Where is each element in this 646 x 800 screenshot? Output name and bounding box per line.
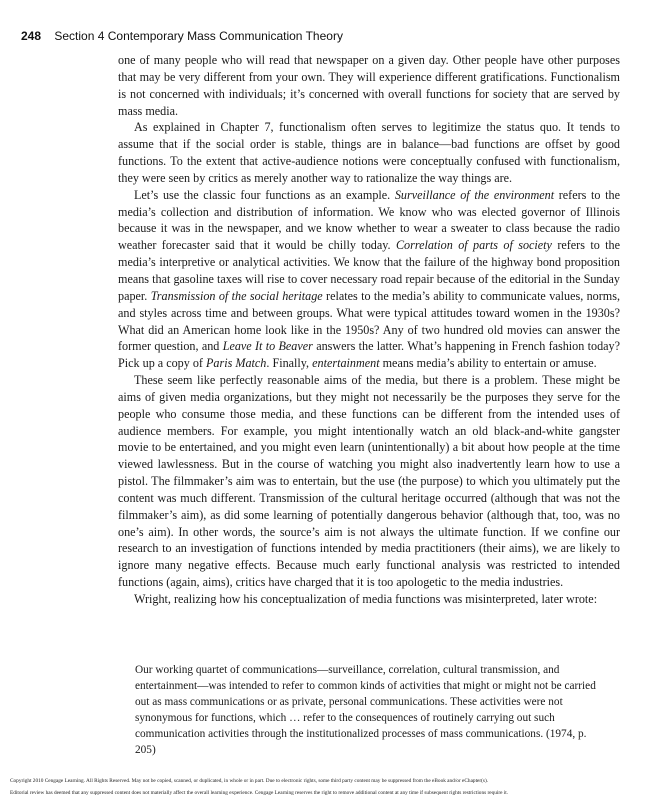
running-head bbox=[21, 29, 343, 43]
page-number: 248 bbox=[21, 29, 42, 43]
paragraph-3-text: means media’s ability to entertain or amuse. bbox=[379, 356, 597, 371]
term-correlation: Correlation of parts of society bbox=[395, 238, 552, 253]
term-surveillance: Surveillance of the environment bbox=[394, 187, 555, 202]
term-entertainment: entertainment bbox=[312, 356, 380, 371]
copyright-line-2: Editorial review has deemed that any suppressed content does not materially affect the overall learning experience. Cengage Learning reserves the right to remove additional content at any time if subsequent rights restrictions require it. bbox=[10, 790, 509, 797]
paragraph-3-text: refers to the media’s interpretive or analytical activities. We know that the failure of the highway bond proposition means that gasoline taxes will rise to cover necessary road repair because of the editorial in the Sunday paper. bbox=[118, 238, 621, 303]
copyright-notice bbox=[10, 775, 640, 799]
paragraph-2: As explained in Chapter 7, functionalism often serves to legitimize the status quo. It tends to assume that if the social order is stable, things are in balance—bad functions are offset by good functions. To the extent that active-audience notions were conceptually confused with functionalism, they were seen by critics as merely another way to rationalize the way things are. bbox=[118, 120, 620, 185]
paragraph-1: one of many people who will read that newspaper on a given day. Other people have other purposes that may be very different from your own. They will experience different gratifications. Functionalism is not concerned with individuals; it’s concerned with overall functions for society that are served by mass media. bbox=[118, 53, 620, 118]
body-text bbox=[118, 52, 620, 608]
block-quote: Our working quartet of communications—surveillance, correlation, cultural transmission, and entertainment—was intended to refer to common kinds of activities that might or might not be carried out as mass communications or as private, personal communications. These activities were not synonymous for functions, which … refer to the consequences of routinely carrying out such communication activities through the institutionalized processes of mass communications. (1974, p. 205) bbox=[135, 664, 596, 757]
term-transmission: Transmission of the social heritage bbox=[150, 288, 323, 303]
paragraph-3-text: relates to the media’s ability to communicate values, norms, and styles across time and between groups. What were typical attitudes toward women in the 1930s? What did an American home look like in the 1950s? Any of two hundred old movies can answer the former question, and bbox=[118, 288, 620, 354]
paragraph-5: Wright, realizing how his conceptualization of media functions was misinterpreted, later wrote: bbox=[134, 592, 598, 606]
copyright-line-1: Copyright 2010 Cengage Learning. All Rights Reserved. May not be copied, scanned, or duplicated, in whole or in part. Due to electronic rights, some third party content may be suppressed from the eBook and/or eChapter(s). bbox=[10, 778, 489, 784]
paragraph-3-text: refers to the media’s collection and distribution of information. We know who was elected governor of Illinois because it was in the newspaper, and we know whether to wear a sweater to class because the radio weather forecaster said that it would be chilly today. bbox=[118, 187, 621, 253]
paragraph-3 bbox=[118, 187, 620, 372]
title-leave-it-to-beaver: Leave It to Beaver bbox=[222, 339, 313, 354]
section-title: Section 4 Contemporary Mass Communication Theory bbox=[54, 29, 343, 43]
title-paris-match: Paris Match bbox=[206, 356, 267, 371]
paragraph-3-text: . Finally, bbox=[266, 356, 313, 371]
paragraph-3-text: Let’s use the classic four functions as an example. bbox=[134, 187, 395, 202]
paragraph-4: These seem like perfectly reasonable aims of the media, but there is a problem. These might be aims of given media organizations, but they might not necessarily be the purposes they serve for the people who consume those media, and these functions can be different from the intended uses of audience members. For example, you might intentionally watch an old black-and-white gangster movie to be entertained, and you might even learn (unintentionally) a bit about how people at the time viewed lawlessness. But in the course of watching you might also inadvertently learn how to use a pistol. The filmmaker’s aim was to entertain, but the use (the purpose) to which you ultimately put the content was much different. Transmission of the cultural heritage occurred (although that was not the filmmaker’s aim), as did some learning of potentially dangerous behavior (although that, too, was no one’s aim). In other words, the source’s aim is not always the ultimate function. If we confine our research to an investigation of functions intended by media practitioners (their aims), we are likely to ignore many negative effects. Because much early functional analysis was restricted to intended functions (again, aims), critics have charged that it is too apologetic to the media industries. bbox=[118, 373, 620, 590]
paragraph-3-text: answers the latter. What’s happening in French fashion today? Pick up a copy of bbox=[118, 339, 620, 371]
